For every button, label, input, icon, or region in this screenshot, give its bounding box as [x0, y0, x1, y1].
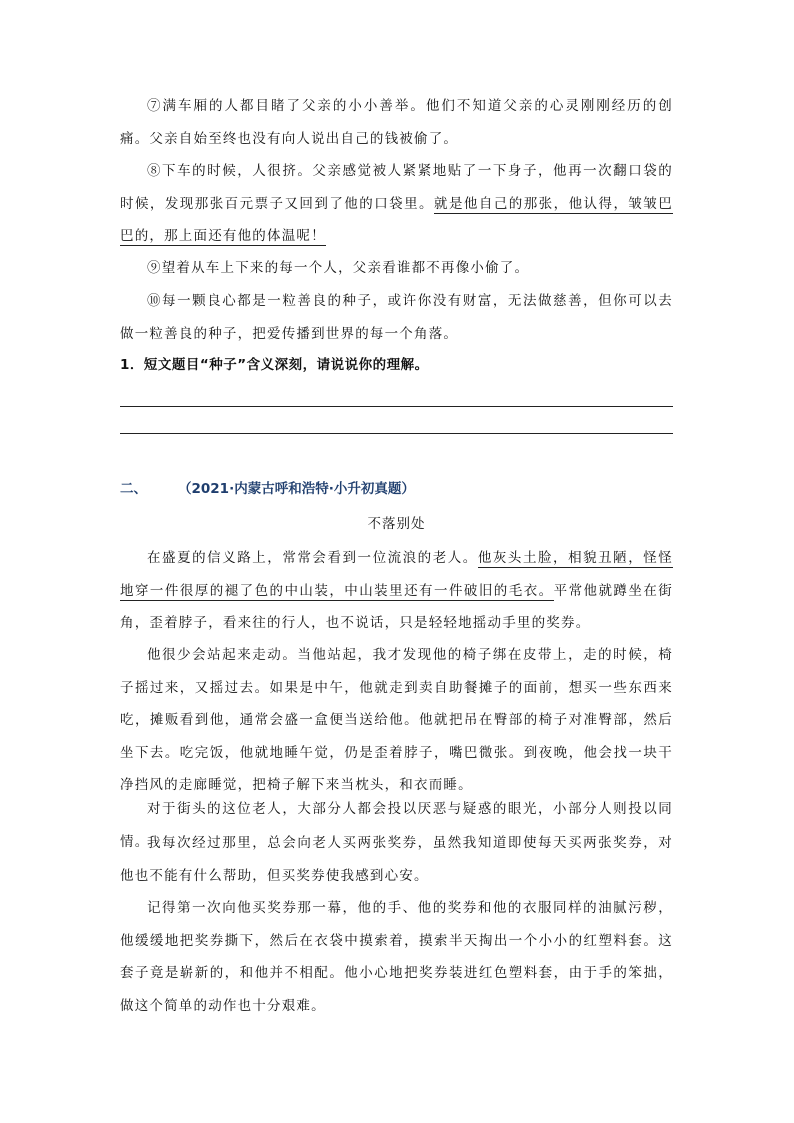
answer-line-1[interactable] — [120, 406, 673, 407]
question-1: 1．短文题目“种子”含义深刻，请说说你的理解。 — [120, 357, 429, 373]
article-paragraph-2: 他很少会站起来走动。当他站起，我才发现他的椅子绑在皮带上，走的时候，椅子摇过来，又摇过去。如果是中午，他就走到卖自助餐摊子的面前，想买一些东西来吃，摊贩看到他，通常会盛一盒便当送给他。他就把吊在臀部的椅子对准臀部，然后坐下去。吃完饭，他就地睡午觉，仍是歪着脖子，嘴巴微张。到夜晚，他会找一块干净挡风的走廊睡觉，把椅子解下来当枕头，和衣而睡。 — [120, 647, 673, 793]
section-heading — [120, 476, 673, 502]
section-number: 二、 — [120, 481, 147, 497]
paragraph-9: ⑨望着从车上下来的每一个人，父亲看谁都不再像小偷了。 — [147, 260, 530, 276]
section-source: （2021·内蒙古呼和浩特·小升初真题） — [178, 481, 415, 497]
paragraph-7: ⑦满车厢的人都目睹了父亲的小小善举。他们不知道父亲的心灵刚刚经历的创痛。父亲自始至终也没有向人说出自己的钱被偷了。 — [120, 98, 673, 147]
paragraph-10: ⑩每一颗良心都是一粒善良的种子，或许你没有财富，无法做慈善，但你可以去做一粒善良的种子，把爱传播到世界的每一个角落。 — [120, 293, 673, 342]
article-paragraph-4: 我每次经过那里，总会向老人买两张奖券，虽然我知道即使每天买两张奖券，对他也不能有什么帮助，但买奖券使我感到心安。 — [120, 835, 673, 884]
article-paragraph-5: 记得第一次向他买奖券那一幕，他的手、他的奖券和他的衣服同样的油腻污秽，他缓缓地把奖券撕下，然后在衣袋中摸索着，摸索半天掏出一个小小的红塑料套。这套子竟是崭新的，和他并不相配。他小心地把奖券装进红色塑料套，由于手的笨拙，做这个简单的动作也十分艰难。 — [120, 900, 673, 1014]
article-title: 不落别处 — [367, 516, 426, 532]
article-paragraph-1: 在盛夏的信义路上，常常会看到一位流浪的老人。他灰头土脸，相貌丑陋，怪怪地穿一件很厚的褪了色的中山装，中山装里还有一件破旧的毛衣。平常他就蹲坐在街角，歪着脖子，看来往的行人，也不说话，只是轻轻地摇动手里的奖券。 — [120, 550, 673, 631]
paragraph-8: ⑧下车的时候，人很挤。父亲感觉被人紧紧地贴了一下身子，他再一次翻口袋的时候，发现那张百元票子又回到了他的口袋里。就是他自己的那张，他认得，皱皱巴巴的，那上面还有他的体温呢！ — [120, 163, 674, 244]
underlined-description: 他灰头土脸，相貌丑陋，怪怪地穿一件很厚的褪了色的中山装，中山装里还有一件破旧的毛衣。 — [120, 550, 673, 599]
article-paragraph-3: 对于街头的这位老人，大部分人都会投以厌恶与疑惑的眼光，小部分人则投以同情。 — [120, 801, 673, 850]
answer-line-2[interactable] — [120, 433, 673, 434]
underlined-sentence: 就是他自己的那张，他认得，皱皱巴巴的，那上面还有他的体温呢！ — [120, 195, 674, 244]
